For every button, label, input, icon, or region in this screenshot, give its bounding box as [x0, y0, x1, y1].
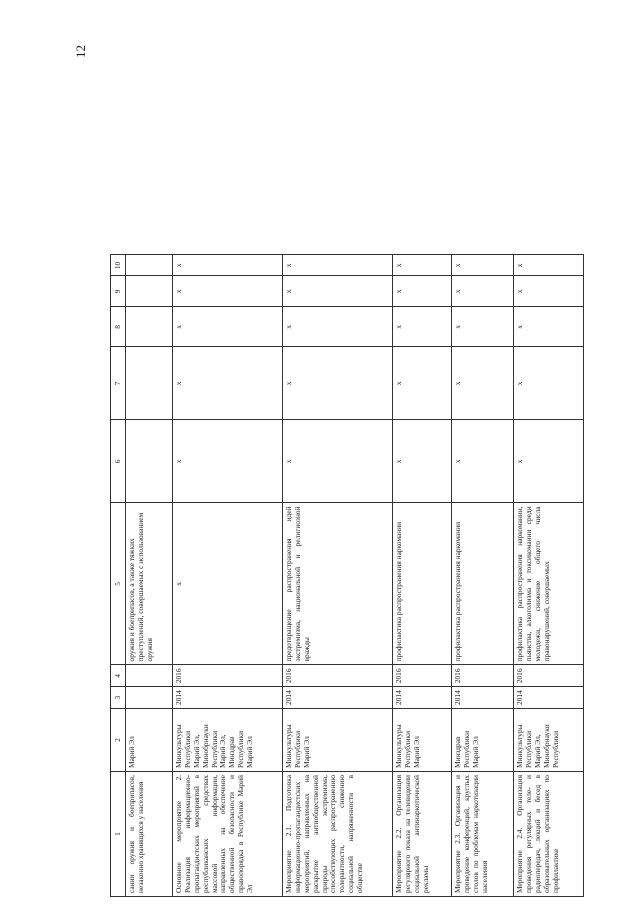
measure-name: Мероприятие 2.1. Подготовка информационно-пропагандистских мероприятий, направленных на раскрытие антиобщественной природы экстремизма, способствующих распространению толерантности, снижению социальной напряженности в обществе — [283, 772, 393, 897]
start-year: 2014 — [452, 687, 514, 709]
measure-name: Мероприятие 2.3. Организация и проведение конференций, круглых столов по проблемам наркотизации населения — [452, 772, 514, 897]
header-row — [111, 255, 126, 897]
end-year: 2016 — [452, 665, 514, 687]
table-body — [111, 255, 584, 897]
cell-9 — [126, 276, 173, 307]
column-header: 1 — [111, 772, 126, 897]
column-header: 4 — [111, 665, 126, 687]
start-year: 2014 — [283, 687, 393, 709]
end-year: 2016 — [283, 665, 393, 687]
cell-8: х — [393, 307, 452, 347]
table-row — [126, 255, 173, 897]
expected-result: оружия и боеприпасов, а также тяжких преступлений, совершаемых с использованием оружия — [126, 503, 173, 665]
end-year: 2016 — [393, 665, 452, 687]
end-year: 2016 — [173, 665, 283, 687]
cell-6: х — [393, 420, 452, 503]
column-header: 5 — [111, 503, 126, 665]
column-header: 6 — [111, 420, 126, 503]
table-row — [173, 255, 283, 897]
cell-7: х — [393, 347, 452, 420]
cell-7: х — [283, 347, 393, 420]
table-row — [283, 255, 393, 897]
cell-7: х — [173, 347, 283, 420]
expected-result: профилактика распространения наркомании, пьянства, алкоголизма и токсикомании среди молодежи, снижение общего числа правонарушений, совершаемых — [514, 503, 584, 665]
cell-10 — [126, 255, 173, 276]
cell-10: х — [283, 255, 393, 276]
measure-name: Мероприятие 2.2. Организация регулярного показа на телевидении социальной антинаркотической рекламы — [393, 772, 452, 897]
cell-9: х — [452, 276, 514, 307]
measure-name: сании оружия и боеприпасов, незаконно хранящихся у населения — [126, 772, 173, 897]
start-year: 2014 — [514, 687, 584, 709]
cell-6: х — [173, 420, 283, 503]
cell-8: х — [452, 307, 514, 347]
cell-8: х — [173, 307, 283, 347]
cell-6 — [126, 420, 173, 503]
cell-8 — [126, 307, 173, 347]
column-header: 8 — [111, 307, 126, 347]
cell-7: х — [452, 347, 514, 420]
expected-result: профилактика распространения наркомании — [393, 503, 452, 665]
cell-9: х — [283, 276, 393, 307]
start-year: 2014 — [393, 687, 452, 709]
executor: Минкультуры Республики Марий Эл — [283, 709, 393, 772]
expected-result: предотвращение распространения идей экстремизма, национальной и религиозной вражды — [283, 503, 393, 665]
cell-7: х — [514, 347, 584, 420]
start-year: 2014 — [173, 687, 283, 709]
cell-6: х — [514, 420, 584, 503]
expected-result: х — [173, 503, 283, 665]
end-year — [126, 665, 173, 687]
cell-8: х — [283, 307, 393, 347]
cell-10: х — [173, 255, 283, 276]
measure-name: Мероприятие 2.4. Организация проведения регулярных теле- и радиопередач, лекций и бесед в образовательных организациях по профилактике — [514, 772, 584, 897]
cell-10: х — [393, 255, 452, 276]
cell-10: х — [514, 255, 584, 276]
cell-7 — [126, 347, 173, 420]
executor: Марий Эл — [126, 709, 173, 772]
executor: Минкультуры Республики Марий Эл — [393, 709, 452, 772]
cell-6: х — [283, 420, 393, 503]
program-table — [110, 254, 584, 897]
table-row — [393, 255, 452, 897]
column-header: 7 — [111, 347, 126, 420]
cell-6: х — [452, 420, 514, 503]
page-number: 12 — [73, 45, 88, 58]
column-header: 3 — [111, 687, 126, 709]
column-header: 10 — [111, 255, 126, 276]
start-year — [126, 687, 173, 709]
column-header: 9 — [111, 276, 126, 307]
executor: Минкультуры Республики Марий Эл, Минобрнауки Республики — [514, 709, 584, 772]
column-header: 2 — [111, 709, 126, 772]
cell-10: х — [452, 255, 514, 276]
executor: Минкультуры Республики Марий Эл, Минобрнауки Республики Марий Эл, Минздрав Республики Марий Эл — [173, 709, 283, 772]
cell-9: х — [514, 276, 584, 307]
cell-9: х — [173, 276, 283, 307]
measure-name: Основное мероприятие 2. Реализация информационно-пропагандистских мероприятий в республиканских средствах массовой информации, направленных на обеспечение общественной безопасности и правопорядка в Республике Марий Эл — [173, 772, 283, 897]
cell-9: х — [393, 276, 452, 307]
table-row — [514, 255, 584, 897]
expected-result: профилактика распространения наркомании — [452, 503, 514, 665]
executor: Минздрав Республики Марий Эл — [452, 709, 514, 772]
table-row — [452, 255, 514, 897]
cell-8: х — [514, 307, 584, 347]
end-year: 2016 — [514, 665, 584, 687]
